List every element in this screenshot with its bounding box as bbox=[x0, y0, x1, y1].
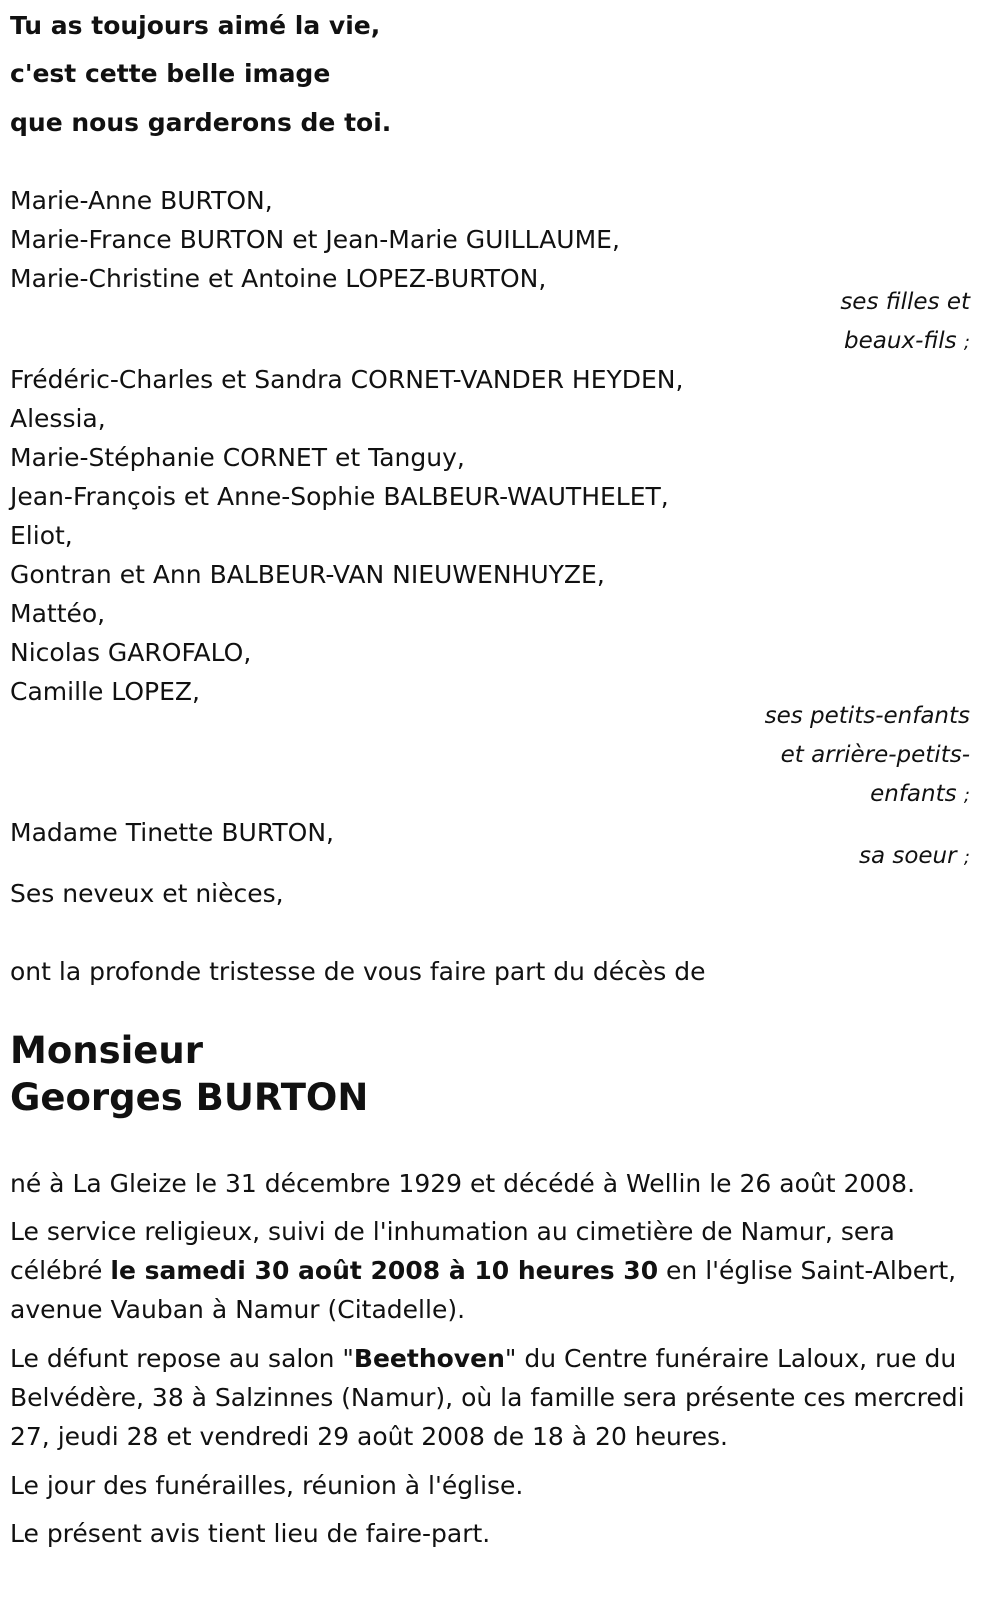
poem-line-1: Tu as toujours aimé la vie, bbox=[10, 11, 381, 40]
family-member-grandchild: Alessia, bbox=[10, 404, 106, 433]
announcement-text: ont la profonde tristesse de vous faire part du décès de bbox=[10, 957, 706, 986]
deceased-name: Georges BURTON bbox=[10, 1076, 369, 1119]
notice-text: Le présent avis tient lieu de faire-part. bbox=[10, 1519, 491, 1548]
family-member-grandchild: Jean-François et Anne-Sophie BALBEUR-WAUTHELET, bbox=[10, 482, 669, 511]
family-member-grandchild: Camille LOPEZ, bbox=[10, 677, 200, 706]
birth-death-text: né à La Gleize le 31 décembre 1929 et décédé à Wellin le 26 août 2008. bbox=[10, 1169, 916, 1198]
role-label-daughters: ses filles et beaux-fils ; bbox=[840, 289, 970, 354]
family-member-daughter: Marie-France BURTON et Jean-Marie GUILLAUME, bbox=[10, 225, 620, 254]
deceased-title: Monsieur bbox=[10, 1029, 203, 1072]
service-text: Le service religieux, suivi de l'inhumation au cimetière de Namur, sera célébré le samedi 30 août 2008 à 10 heures 30 en l'église Saint-Albert, avenue Vauban à Namur (Citadelle). bbox=[10, 1217, 957, 1324]
family-member-daughter: Marie-Christine et Antoine LOPEZ-BURTON, bbox=[10, 264, 547, 293]
family-member-grandchild: Gontran et Ann BALBEUR-VAN NIEUWENHUYZE, bbox=[10, 560, 605, 589]
family-member-grandchild: Frédéric-Charles et Sandra CORNET-VANDER HEYDEN, bbox=[10, 365, 684, 394]
family-member-grandchild: Mattéo, bbox=[10, 599, 106, 628]
meeting-text: Le jour des funérailles, réunion à l'église. bbox=[10, 1471, 524, 1500]
family-member-nephews: Ses neveux et nièces, bbox=[10, 879, 284, 908]
salon-text: Le défunt repose au salon "Beethoven" du Centre funéraire Laloux, rue du Belvédère, 38 à Salzinnes (Namur), où la famille sera présente ces mercredi 27, jeudi 28 et vendredi 29 août 2008 de 18 à 20 heures. bbox=[10, 1344, 965, 1451]
role-label-grandchildren: ses petits-enfants et arrière-petits- enfants ; bbox=[764, 703, 970, 807]
family-member-grandchild: Marie-Stéphanie CORNET et Tanguy, bbox=[10, 443, 465, 472]
salon-name: Beethoven bbox=[353, 1344, 505, 1373]
family-member-grandchild: Eliot, bbox=[10, 521, 73, 550]
family-member-grandchild: Nicolas GAROFALO, bbox=[10, 638, 252, 667]
family-member-daughter: Marie-Anne BURTON, bbox=[10, 186, 273, 215]
poem-line-3: que nous garderons de toi. bbox=[10, 108, 392, 137]
poem-line-2: c'est cette belle image bbox=[10, 59, 331, 88]
service-date: le samedi 30 août 2008 à 10 heures 30 bbox=[110, 1256, 659, 1285]
family-member-sister: Madame Tinette BURTON, bbox=[10, 818, 334, 847]
role-label-sister: sa soeur ; bbox=[858, 843, 970, 869]
